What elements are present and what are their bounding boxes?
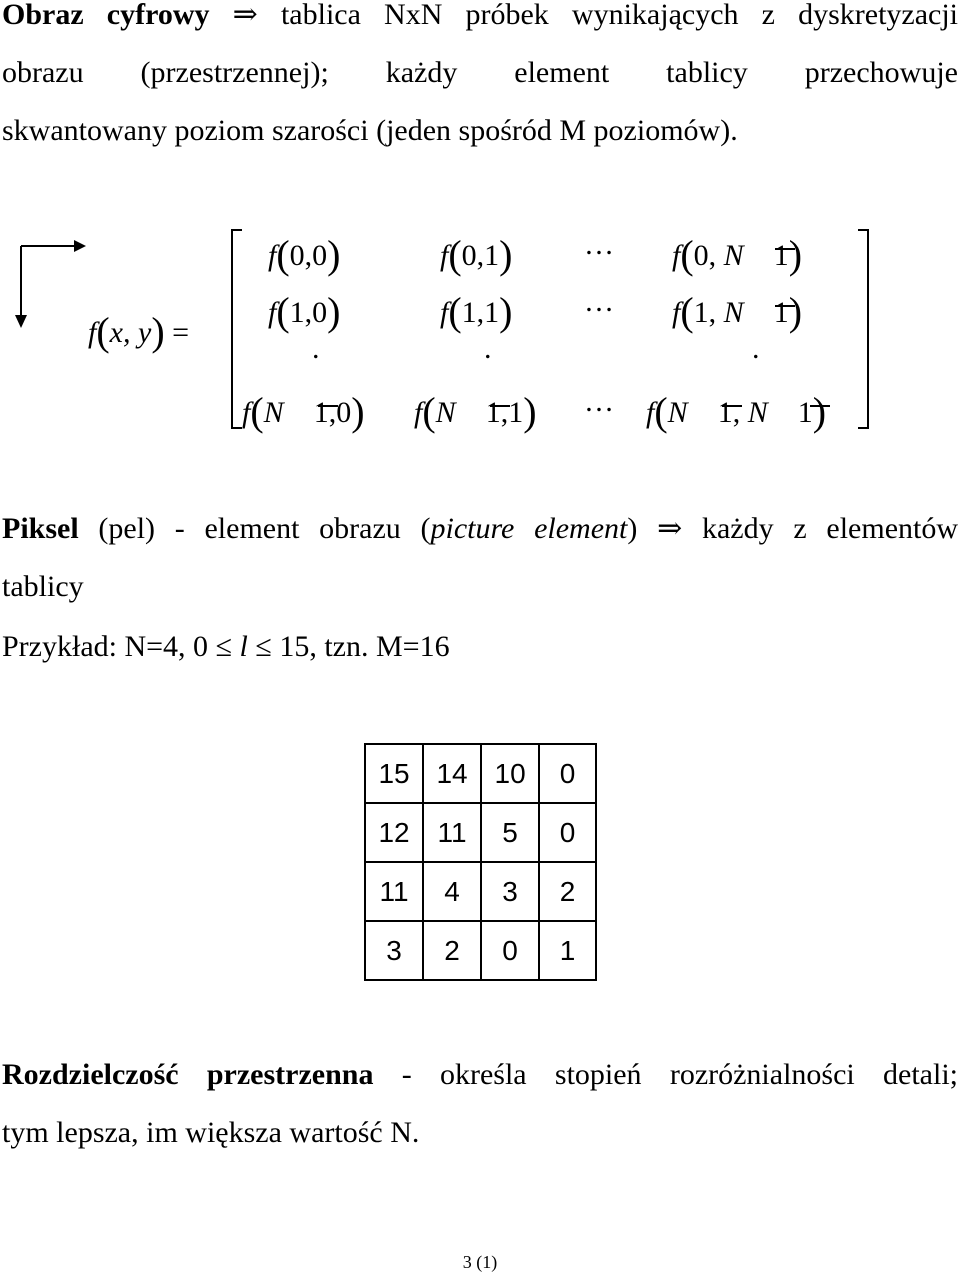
matrix-cell-1-0: f(1,0) <box>268 289 341 334</box>
matrix-cell-0-2: f(0, N 1) <box>672 232 803 277</box>
resolution-line-1 <box>2 1046 958 1104</box>
grid-cell: 12 <box>365 803 423 862</box>
grid-cell: 10 <box>481 744 539 803</box>
example-var: l <box>239 630 248 663</box>
grid-cell: 0 <box>539 803 596 862</box>
grid-row <box>365 862 596 921</box>
matrix-dot-0: . <box>312 332 320 365</box>
pixel-text-3: każdy z elementów <box>701 512 959 545</box>
example-suffix: 15, tzn. M=16 <box>279 630 450 663</box>
matrix-ellipsis-2: … <box>584 385 614 418</box>
grid-cell: 14 <box>423 744 481 803</box>
implies-icon: ⇒ <box>232 0 258 31</box>
intro-term: Obraz cyfrowy <box>2 0 210 31</box>
resolution-line-2: tym lepsza, im większa wartość N. <box>2 1116 420 1149</box>
pixel-italic: picture element <box>430 512 628 545</box>
lhs-f: f <box>88 316 97 349</box>
grid-cell: 2 <box>423 921 481 980</box>
matrix-cell-2-1: f(N 1,1) <box>414 389 537 434</box>
grid-cell: 3 <box>365 921 423 980</box>
intro-line-2: obrazu (przestrzennej); każdy element tablicy przechowuje <box>2 56 958 89</box>
pixel-line-1 <box>2 500 958 558</box>
grid-cell: 5 <box>481 803 539 862</box>
intro-line-3: skwantowany poziom szarości (jeden spośród M poziomów). <box>2 114 738 147</box>
lhs-args: x, y <box>109 316 152 349</box>
grid-cell: 3 <box>481 862 539 921</box>
grid-cell: 11 <box>423 803 481 862</box>
less-equal-icon: ≤ <box>215 630 233 663</box>
resolution-term: Rozdzielczość przestrzenna <box>2 1058 374 1091</box>
grid-row <box>365 803 596 862</box>
matrix-cell-0-0: f(0,0) <box>268 232 341 277</box>
matrix-dot-2: . <box>752 332 760 365</box>
matrix-cell-1-1: f(1,1) <box>440 289 513 334</box>
pixel-line-2: tablicy <box>2 570 84 603</box>
example-prefix: Przykład: N=4, 0 <box>2 630 209 663</box>
grid-row <box>365 921 596 980</box>
pixel-text-1: (pel) - element obrazu ( <box>78 512 431 545</box>
lhs-equals: = <box>172 316 190 349</box>
grid-cell: 2 <box>539 862 596 921</box>
formula-lhs: f(x, y) = <box>88 309 190 354</box>
matrix-cell-0-1: f(0,1) <box>440 232 513 277</box>
grid-cell: 11 <box>365 862 423 921</box>
matrix-cell-2-2: f(N 1, N 1) <box>646 389 827 434</box>
less-equal-icon: ≤ <box>255 630 272 663</box>
implies-icon: ⇒ <box>657 512 683 545</box>
grid-row <box>365 744 596 803</box>
example-line <box>2 618 958 676</box>
grid-cell: 0 <box>539 744 596 803</box>
grid-cell: 0 <box>481 921 539 980</box>
pixel-term: Piksel <box>2 512 79 545</box>
resolution-text-1: - określa stopień rozróżnialności detali; <box>373 1058 958 1091</box>
matrix-cell-2-0: f(N 1,0) <box>242 389 365 434</box>
matrix-ellipsis-0: … <box>584 228 614 261</box>
matrix-ellipsis-1: … <box>584 285 614 318</box>
grid-cell: 4 <box>423 862 481 921</box>
intro-line-1-text: tablica NxN próbek wynikających z dyskretyzacji <box>280 0 959 31</box>
grid-cell: 1 <box>539 921 596 980</box>
grid-cell: 15 <box>365 744 423 803</box>
page-number: 3 (1) <box>462 1252 498 1272</box>
matrix-dot-1: . <box>484 332 492 365</box>
pixel-text-2: ) <box>627 512 638 545</box>
example-grid <box>364 743 597 981</box>
minus-signs <box>0 0 960 480</box>
matrix-cell-1-2: f(1, N 1) <box>672 289 803 334</box>
